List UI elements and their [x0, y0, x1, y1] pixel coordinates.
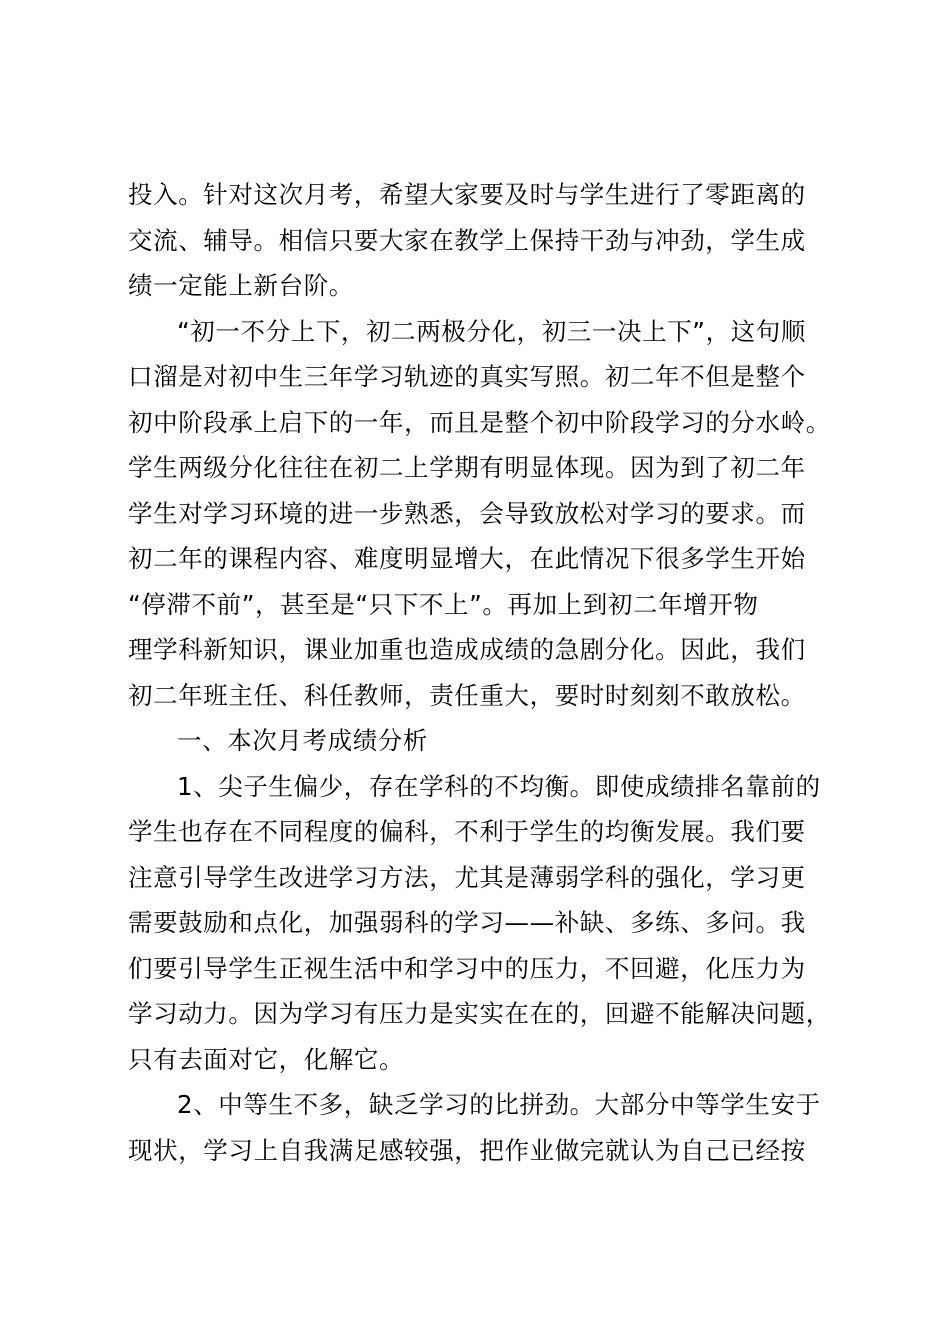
text-line: 口溜是对初中生三年学习轨迹的真实写照。初二年不但是整个	[128, 362, 806, 391]
text-line: 初中阶段承上启下的一年，而且是整个初中阶段学习的分水岭。	[128, 407, 831, 437]
text-line: 初二年班主任、科任教师，责任重大，要时时刻刻不敢放松。	[128, 680, 806, 710]
text-line: 注意引导学生改进学习方法，尤其是薄弱学科的强化，学习更	[128, 862, 806, 892]
section-heading: 一、本次月考成绩分析	[177, 726, 428, 755]
text-line: 只有去面对它，化解它。	[128, 1044, 405, 1074]
text-line: 投入。针对这次月考，希望大家要及时与学生进行了零距离的	[128, 180, 806, 209]
text-line: 们要引导学生正视生活中和学习中的压力，不回避，化压力为	[128, 953, 806, 983]
document-body	[128, 172, 858, 1173]
text-line: 学生两级分化往往在初二上学期有明显体现。因为到了初二年	[128, 453, 806, 482]
text-line: 学生对学习环境的进一步熟悉，会导致放松对学习的要求。而	[128, 498, 806, 528]
text-line: “停滞不前”，甚至是“只下不上”。再加上到初二年增开物	[128, 589, 759, 619]
text-line: 初二年的课程内容、难度明显增大，在此情况下很多学生开始	[128, 544, 806, 573]
text-line: 绩一定能上新台阶。	[128, 271, 354, 300]
text-line: 学习动力。因为学习有压力是实实在在的，回避不能解决问题，	[128, 999, 831, 1028]
text-line: 需要鼓励和点化，加强弱科的学习——补缺、多练、多问。我	[128, 908, 806, 937]
text-line: 1、尖子生偏少，存在学科的不均衡。即使成绩排名靠前的	[177, 771, 821, 801]
text-line: 学生也存在不同程度的偏科，不利于学生的均衡发展。我们要	[128, 817, 806, 846]
text-line: 现状，学习上自我满足感较强，把作业做完就认为自己已经按	[128, 1135, 806, 1165]
text-line: 理学科新知识，课业加重也造成成绩的急剧分化。因此，我们	[128, 635, 806, 664]
text-line: 交流、辅导。相信只要大家在教学上保持干劲与冲劲，学生成	[128, 225, 806, 255]
text-line: “初一不分上下，初二两极分化，初三一决上下”，这句顺	[177, 316, 806, 346]
text-line: 2、中等生不多，缺乏学习的比拼劲。大部分中等学生安于	[177, 1090, 821, 1119]
